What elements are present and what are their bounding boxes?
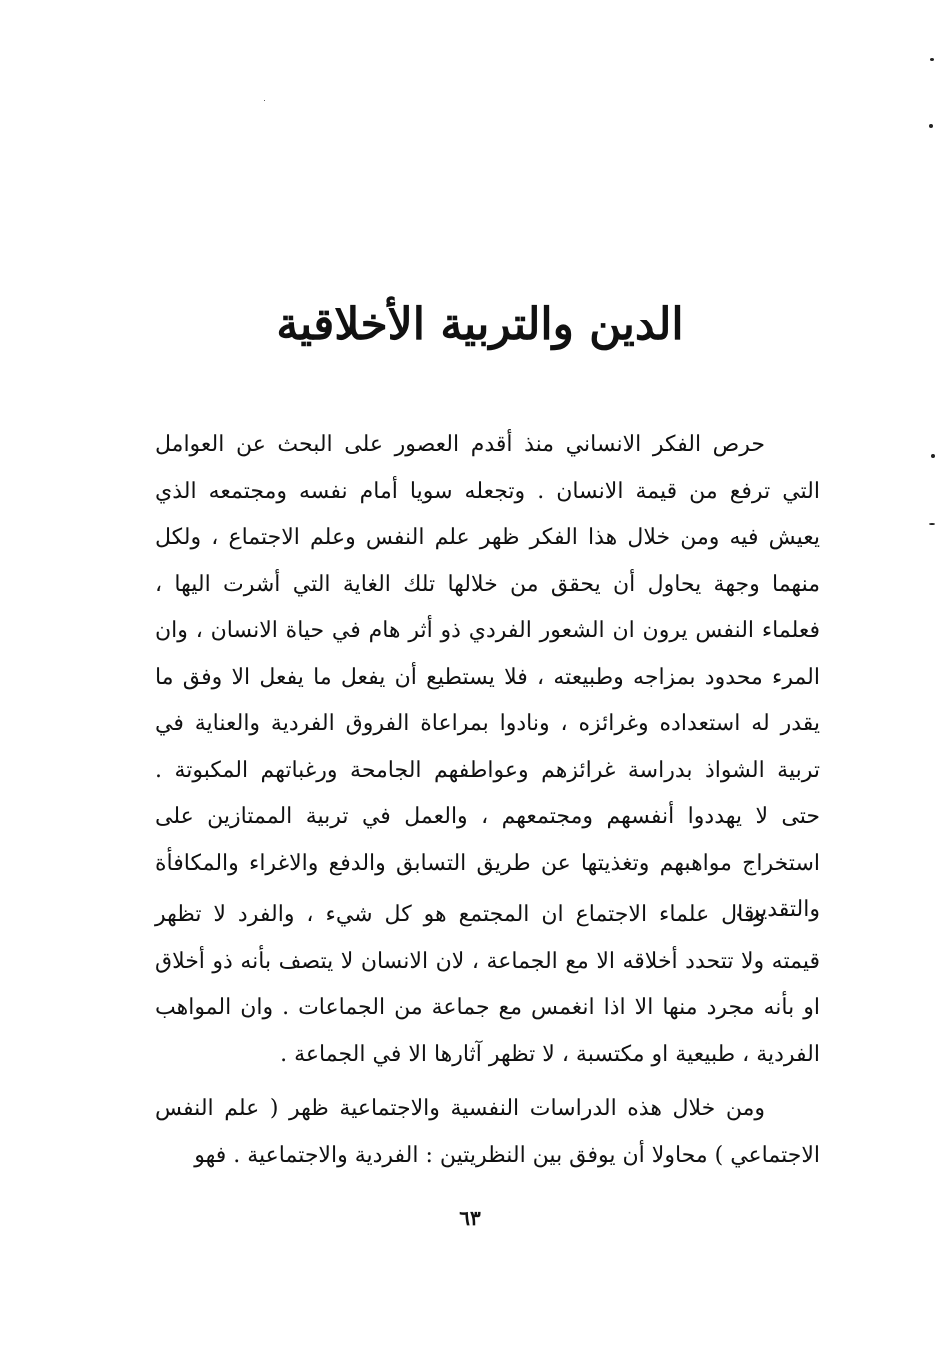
- paragraph-2: [155, 892, 820, 1078]
- scan-speck: [264, 100, 265, 101]
- scan-speck: [929, 523, 935, 525]
- paragraph-text: وقال علماء الاجتماع ان المجتمع هو كل شيء ، والفرد لا تظهر قيمته ولا تتحدد أخلاقه الا مع الجماعة ، لان الانسان لا يتصف بأنه ذو أخلاق او بأنه مجرد منها الا اذا انغمس مع جماعة من الجماعات . وان المواهب الفردية ، طبيعية او مكتسبة ، لا تظهر آثارها الا في الجماعة .: [155, 902, 820, 1067]
- paragraph-3: [155, 1086, 820, 1179]
- scan-speck: [931, 454, 935, 458]
- paragraph-text: ومن خلال هذه الدراسات النفسية والاجتماعية ظهر ( علم النفس الاجتماعي ) محاولا أن يوفق بين النظريتين : الفردية والاجتماعية . فهو: [155, 1096, 820, 1168]
- page-number: ٦٣: [459, 1206, 481, 1230]
- chapter-title: الدين والتربية الأخلاقية: [276, 299, 684, 350]
- scan-speck: [930, 58, 934, 61]
- scan-speck: [929, 124, 933, 128]
- paragraph-text: حرص الفكر الانساني منذ أقدم العصور على البحث عن العوامل التي ترفع من قيمة الانسان . وتجعله سويا أمام نفسه ومجتمعه الذي يعيش فيه ومن خلال هذا الفكر ظهر علم النفس وعلم الاجتماع ، ولكل منهما وجهة يحاول أن يحقق من خلالها تلك الغاية التي أشرت اليها ، فعلماء النفس يرون ان الشعور الفردي ذو أثر هام في حياة الانسان ، وان المرء محدود بمزاجه وطبيعته ، فلا يستطيع أن يفعل ما يفعل الا وفق ما يقدر له استعداده وغرائزه ، ونادوا بمراعاة الفروق الفردية والعناية في تربية الشواذ بدراسة غرائزهم وعواطفهم الجامحة ورغباتهم المكبوتة . حتى لا يهددوا أنفسهم ومجتمعهم ، والعمل في تربية الممتازين على استخراج مواهبهم وتغذيتها عن طريق التسابق والدفع والاغراء والمكافأة والتقدير .: [155, 432, 820, 922]
- paragraph-1: [155, 422, 820, 934]
